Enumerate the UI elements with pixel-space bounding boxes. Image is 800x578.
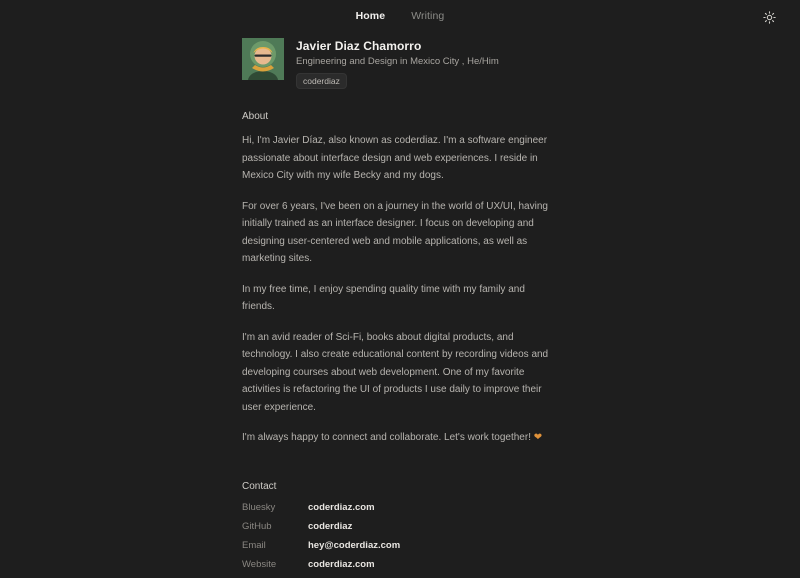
profile-text: [296, 38, 499, 89]
nav-link-writing[interactable]: Writing: [411, 10, 445, 22]
contact-value-email[interactable]: hey@coderdiaz.com: [308, 539, 401, 551]
avatar: [242, 38, 284, 80]
page-title: Javier Diaz Chamorro: [296, 39, 422, 53]
profile-role: Engineering and Design in Mexico City , He/Him: [296, 56, 499, 67]
about-paragraph: For over 6 years, I've been on a journey in the world of UX/UI, having initially trained as an interface designer. I focus on developing and designing user-centered web and mobile applications, as well as marketing sites.: [242, 200, 548, 264]
heart-icon: ❤: [533, 432, 543, 443]
contact-label-email: Email: [242, 539, 266, 551]
contact-list: [242, 502, 552, 578]
profile-header: [242, 38, 552, 89]
contact-value-bluesky[interactable]: coderdiaz.com: [308, 501, 375, 513]
avatar-illustration: [242, 38, 284, 80]
about-closing-text: I'm always happy to connect and collaborate. Let's work together!: [242, 432, 531, 443]
sun-icon-glyph: [763, 11, 776, 24]
list-item: [242, 559, 552, 578]
page-content: [242, 38, 552, 578]
about-closing: [242, 429, 552, 447]
contact-label-website: Website: [242, 558, 277, 570]
list-item: [242, 521, 552, 540]
contact-value-github[interactable]: coderdiaz: [308, 520, 353, 532]
top-navigation: [0, 0, 800, 32]
nav-link-home[interactable]: Home: [355, 10, 386, 22]
handle-badge: coderdiaz: [296, 73, 347, 89]
about-section-title: About: [242, 111, 269, 122]
sun-icon[interactable]: [760, 8, 778, 26]
list-item: [242, 502, 552, 521]
about-paragraph: In my free time, I enjoy spending quality time with my family and friends.: [242, 283, 525, 312]
contact-label-bluesky: Bluesky: [242, 501, 276, 513]
list-item: [242, 540, 552, 559]
contact-value-website[interactable]: coderdiaz.com: [308, 558, 375, 570]
about-paragraph: I'm an avid reader of Sci-Fi, books about digital products, and technology. I also create educational content by recording videos and developing courses about web development. One of my favorite activities is refactoring the UI of products I use daily to improve their user experience.: [242, 331, 549, 413]
contact-section-title: Contact: [242, 480, 277, 492]
contact-label-github: GitHub: [242, 520, 272, 532]
about-paragraph: Hi, I'm Javier Díaz, also known as coderdiaz. I'm a software engineer passionate about interface design and web experiences. I reside in Mexico City with my wife Becky and my dogs.: [242, 135, 548, 181]
